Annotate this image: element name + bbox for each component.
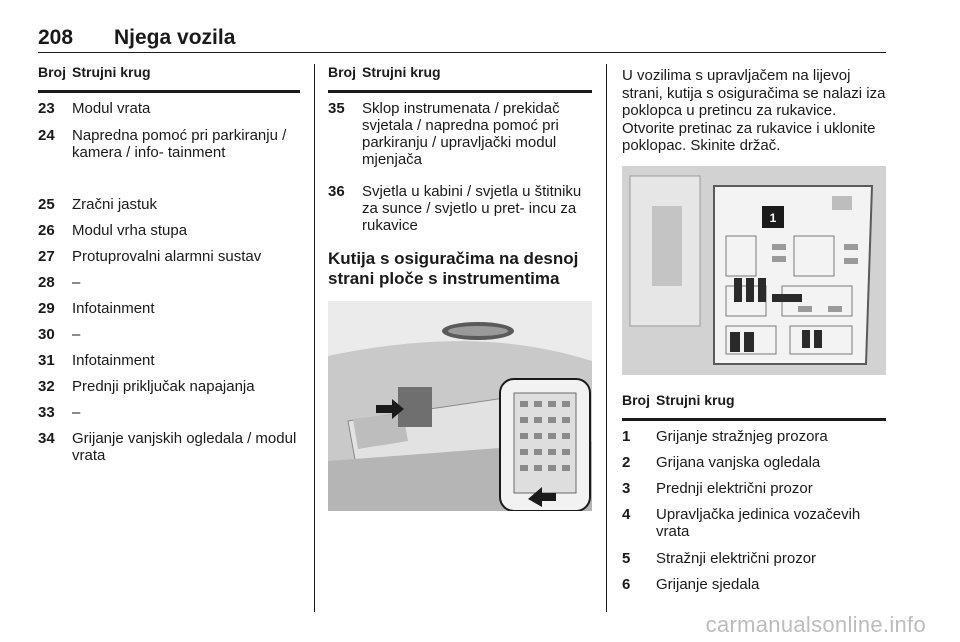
page-header: [38, 22, 886, 53]
intro-paragraph: U vozilima s upravljačem na lijevoj strani, kutija s osiguračima se nalazi iza poklopca u pretincu za rukavice. Otvorite pretinac za rukavice i uklonite poklopac. Skinite držač.: [622, 67, 886, 154]
circuit-description: Svjetla u kabini / svjetla u štitniku za sunce / svjetlo u pret- incu za rukavice: [362, 183, 582, 234]
circuit-number: 27: [38, 248, 55, 265]
circuit-description: Grijanje sjedala: [656, 576, 760, 593]
circuit-description: Modul vrha stupa: [72, 222, 188, 239]
circuit-number: 4: [622, 506, 631, 523]
fusebox-illustration: [622, 166, 886, 375]
table-row: [622, 454, 886, 480]
table-row: [328, 183, 592, 233]
header-circuit: Strujni krug: [72, 64, 151, 80]
table-row: [622, 428, 886, 454]
page-number: 208: [38, 26, 74, 49]
watermark-footer: carmanualsonline.info: [705, 612, 926, 637]
circuit-number: 35: [328, 100, 345, 117]
column-divider: [606, 64, 607, 612]
table-row: [622, 506, 886, 550]
table-header: [38, 64, 300, 93]
table-header: [622, 392, 886, 421]
circuit-number: 31: [38, 352, 55, 369]
table-row: [622, 480, 886, 506]
right-table-body: [622, 428, 886, 602]
header-num: Broj: [622, 392, 650, 408]
circuit-number: 36: [328, 183, 345, 200]
header-num: Broj: [38, 64, 66, 80]
table-header: [328, 64, 592, 93]
right-column: [622, 64, 886, 155]
circuit-number: 24: [38, 127, 55, 144]
table-row: [38, 248, 300, 274]
table-row: [622, 576, 886, 602]
table-row: [38, 127, 300, 196]
circuit-number: 25: [38, 196, 55, 213]
table-row: [38, 430, 300, 470]
header-num: Broj: [328, 64, 356, 80]
circuit-description: –: [72, 326, 81, 343]
fuse-label: 1: [769, 211, 777, 225]
left-table-body: [38, 100, 300, 470]
header-circuit: Strujni krug: [362, 64, 441, 80]
table-row: [38, 196, 300, 222]
glovebox-drawing: [328, 301, 592, 511]
fusebox-drawing: [622, 166, 886, 375]
glovebox-illustration: [328, 301, 592, 511]
chapter-title: Njega vozila: [114, 26, 236, 49]
circuit-number: 23: [38, 100, 55, 117]
table-row: [38, 100, 300, 127]
circuit-number: 2: [622, 454, 631, 471]
header-circuit: Strujni krug: [656, 392, 735, 408]
circuit-number: 33: [38, 404, 55, 421]
table-row: [38, 352, 300, 378]
table-row: [38, 274, 300, 300]
circuit-number: 34: [38, 430, 55, 447]
circuit-description: Napredna pomoć pri parkiranju / kamera / info- tainment: [72, 127, 287, 161]
circuit-number: 3: [622, 480, 631, 497]
circuit-number: 32: [38, 378, 55, 395]
table-row: [328, 100, 592, 183]
circuit-description: Grijanje stražnjeg prozora: [656, 428, 828, 445]
circuit-description: Grijana vanjska ogledala: [656, 454, 821, 471]
table-row: [38, 300, 300, 326]
circuit-description: –: [72, 274, 81, 291]
right-table: [622, 392, 886, 602]
circuit-description: Modul vrata: [72, 100, 151, 117]
table-row: [38, 326, 300, 352]
middle-table-body: [328, 100, 592, 233]
column-divider: [314, 64, 315, 612]
table-row: [38, 222, 300, 248]
middle-column: [328, 64, 592, 289]
circuit-number: 29: [38, 300, 55, 317]
circuit-description: –: [72, 404, 81, 421]
circuit-number: 28: [38, 274, 55, 291]
table-row: [38, 404, 300, 430]
circuit-description: Infotainment: [72, 352, 155, 369]
section-heading: Kutija s osiguračima na desnoj strani ploče s instrumentima: [328, 249, 579, 288]
table-row: [38, 378, 300, 404]
circuit-number: 30: [38, 326, 55, 343]
circuit-description: Grijanje vanjskih ogledala / modul vrata: [72, 430, 297, 464]
circuit-description: Infotainment: [72, 300, 155, 317]
circuit-description: Sklop instrumenata / prekidač svjetala / napredna pomoć pri parkiranju / upravljački modul mjenjača: [362, 100, 560, 168]
circuit-number: 1: [622, 428, 631, 445]
circuit-number: 5: [622, 550, 631, 567]
circuit-description: Protuprovalni alarmni sustav: [72, 248, 262, 265]
circuit-description: Upravljačka jedinica vozačevih vrata: [656, 506, 861, 540]
circuit-description: Zračni jastuk: [72, 196, 158, 213]
circuit-number: 26: [38, 222, 55, 239]
circuit-number: 6: [622, 576, 631, 593]
circuit-description: Stražnji električni prozor: [656, 550, 817, 567]
circuit-description: Prednji priključak napajanja: [72, 378, 255, 395]
circuit-description: Prednji električni prozor: [656, 480, 813, 497]
left-column: [38, 64, 300, 470]
table-row: [622, 550, 886, 576]
